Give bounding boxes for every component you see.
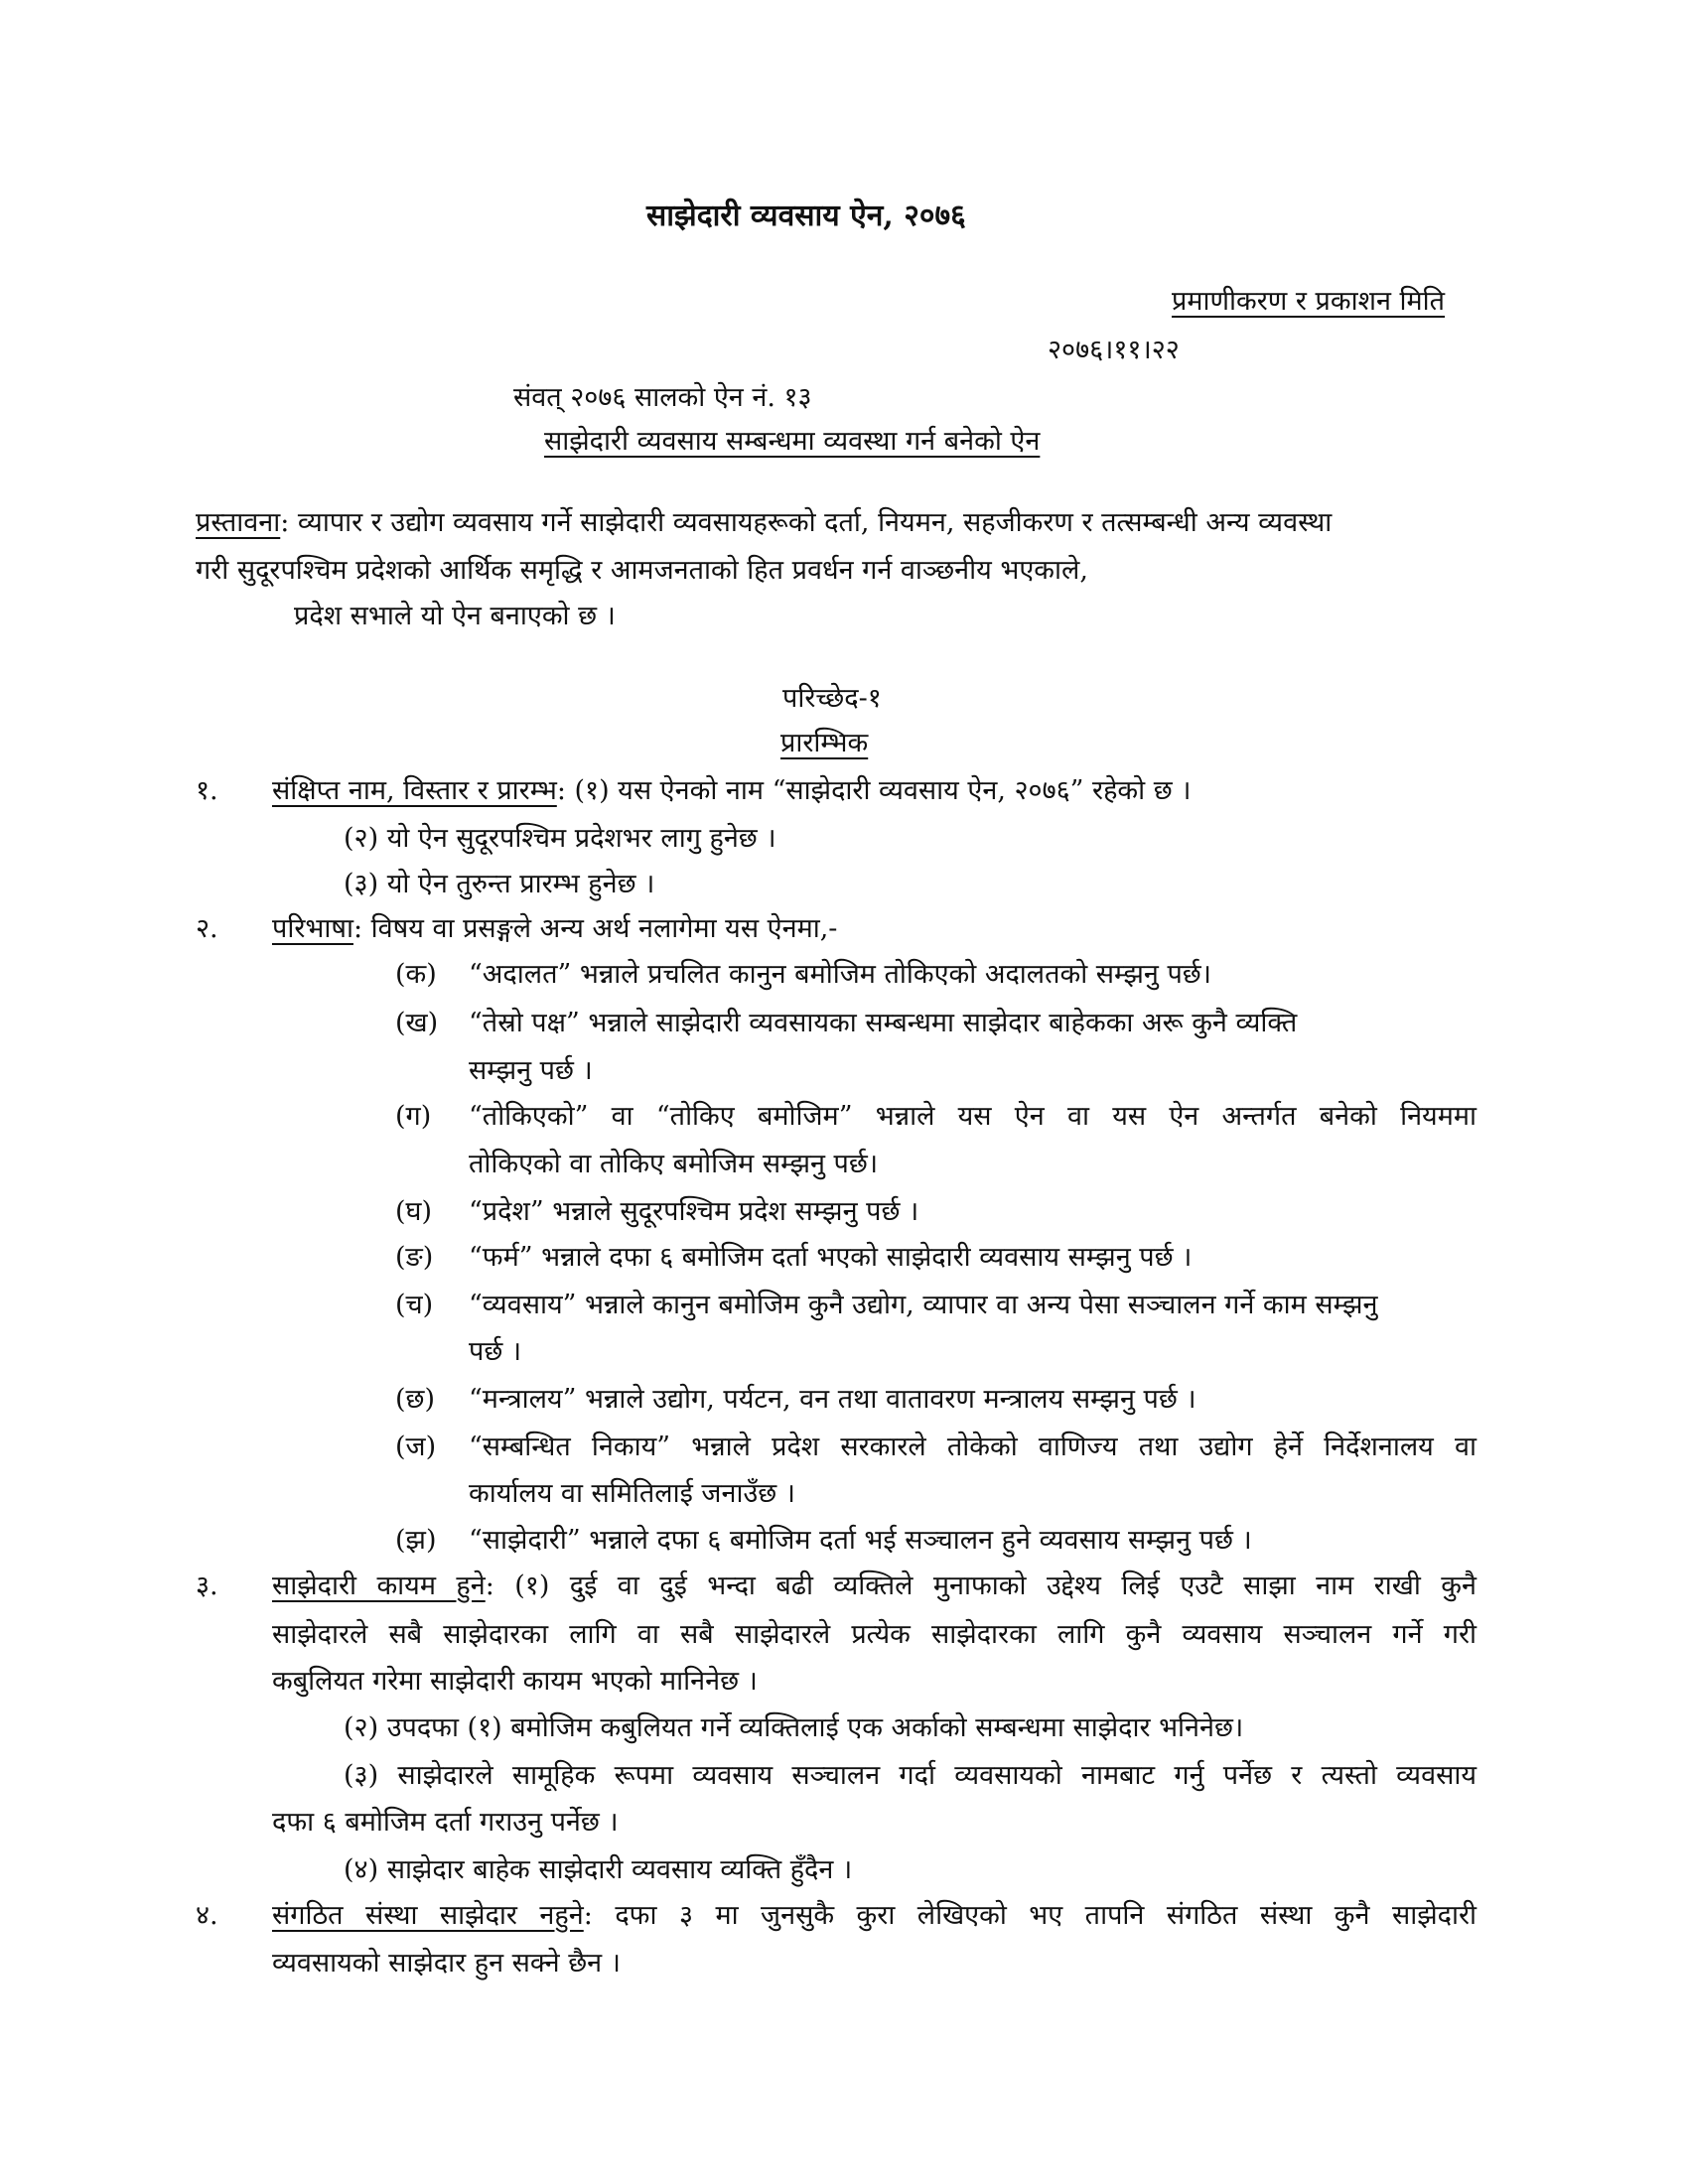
definition-text: “साझेदारी” भन्नाले दफा ६ बमोजिम दर्ता भई सञ्चालन हुने व्यवसाय सम्झनु पर्छ ।	[469, 1525, 1252, 1556]
section-3-sub-3-line-2: दफा ६ बमोजिम दर्ता गराउनु पर्नेछ ।	[272, 1807, 619, 1838]
section-3-heading: साझेदारी कायम हुने	[272, 1570, 486, 1601]
section-4-number: ४.	[196, 1900, 218, 1931]
definition-key: (झ)	[395, 1525, 437, 1556]
definition-key: (च)	[395, 1290, 434, 1320]
section-3-sub-2: (२) उपदफा (१) बमोजिम कबुलियत गर्ने व्यक्तिलाई एक अर्काको सम्बन्धमा साझेदार भनिनेछ।	[344, 1712, 1244, 1743]
definition-text: “व्यवसाय” भन्नाले कानुन बमोजिम कुनै उद्योग, व्यापार वा अन्य पेसा सञ्चालन गर्ने काम सम्झनु	[469, 1290, 1378, 1320]
act-number: संवत् २०७६ सालको ऐन नं. १३	[513, 382, 812, 413]
definition-key: (ग)	[395, 1101, 432, 1132]
chapter-title: प्रारम्भिक	[780, 728, 869, 758]
section-3-line-3: कबुलियत गरेमा साझेदारी कायम भएको मानिनेछ ।	[272, 1666, 758, 1697]
definition-text: कार्यालय वा समितिलाई जनाउँछ ।	[469, 1478, 795, 1509]
definition-text: “फर्म” भन्नाले दफा ६ बमोजिम दर्ता भएको साझेदारी व्यवसाय सम्झनु पर्छ ।	[469, 1242, 1193, 1273]
section-3-sub-4: (४) साझेदार बाहेक साझेदारी व्यवसाय व्यक्ति हुँदैन ।	[344, 1854, 853, 1885]
act-title: साझेदारी व्यवसाय ऐन, २०७६	[646, 199, 966, 233]
definition-text: “मन्त्रालय” भन्नाले उद्योग, पर्यटन, वन तथा वातावरण मन्त्रालय सम्झनु पर्छ ।	[469, 1384, 1196, 1415]
definition-text: “सम्बन्धित निकाय” भन्नाले प्रदेश सरकारले तोकेको वाणिज्य तथा उद्योग हेर्ने निर्देशनालय वा	[469, 1432, 1477, 1462]
definition-key: (ख)	[395, 1008, 439, 1038]
section-3-sub-3-line-1: (३) साझेदारले सामूहिक रूपमा व्यवसाय सञ्चालन गर्दा व्यवसायको नामबाट गर्नु पर्नेछ र त्यस्तो व्यवसाय	[344, 1760, 1477, 1791]
section-4-heading: संगठित संस्था साझेदार नहुने	[272, 1900, 584, 1931]
section-2-number: २.	[196, 913, 218, 944]
section-2-heading: परिभाषा	[272, 913, 353, 944]
authentication-label: प्रमाणीकरण र प्रकाशन मिति	[1172, 286, 1446, 317]
section-1-sub-3: (३) यो ऐन तुरुन्त प्रारम्भ हुनेछ ।	[344, 869, 655, 899]
chapter-number: परिच्छेद-१	[782, 683, 882, 714]
preamble-text: : व्यापार र उद्योग व्यवसाय गर्ने साझेदारी व्यवसायहरूको दर्ता, नियमन, सहजीकरण र तत्सम्बन्धी अन्य व्यवस्था	[280, 507, 1333, 538]
section-1-heading: संक्षिप्त नाम, विस्तार र प्रारम्भ	[272, 775, 557, 806]
section-1-sub-2: (२) यो ऐन सुदूरपश्चिम प्रदेशभर लागु हुनेछ ।	[344, 823, 776, 854]
definition-key: (घ)	[395, 1196, 433, 1227]
section-3-text: : (१) दुई वा दुई भन्दा बढी व्यक्तिले मुनाफाको उद्देश्य लिई एउटै साझा नाम राखी कुनै	[485, 1570, 1477, 1601]
section-1-line	[272, 773, 1191, 809]
section-4-text: : दफा ३ मा जुनसुकै कुरा लेखिएको भए तापनि संगठित संस्था कुनै साझेदारी	[583, 1900, 1477, 1931]
preamble-label: प्रस्तावना	[196, 507, 281, 538]
authentication-date: २०७६।११।२२	[1048, 335, 1180, 365]
definition-text: “तेस्रो पक्ष” भन्नाले साझेदारी व्यवसायका सम्बन्धमा साझेदार बाहेकका अरू कुनै व्यक्ति	[469, 1008, 1298, 1038]
section-3-line-2: साझेदारले सबै साझेदारका लागि वा सबै साझेदारले प्रत्येक साझेदारका लागि कुनै व्यवसाय सञ्चालन गर्ने गरी	[272, 1619, 1477, 1650]
definition-text: “तोकिएको” वा “तोकिए बमोजिम” भन्नाले यस ऐन वा यस ऐन अन्तर्गत बनेको नियममा	[469, 1101, 1477, 1132]
preamble-line-3: प्रदेश सभाले यो ऐन बनाएको छ ।	[294, 601, 616, 631]
section-2-line	[272, 911, 837, 947]
definition-text: पर्छ ।	[469, 1336, 522, 1367]
section-4-line-2: व्यवसायको साझेदार हुन सक्ने छैन ।	[272, 1948, 621, 1979]
preamble-line-2: गरी सुदूरपश्चिम प्रदेशको आर्थिक समृद्धि र आमजनताको हित प्रवर्धन गर्न वाञ्छनीय भएकाले,	[196, 555, 1088, 586]
definition-key: (ज)	[395, 1432, 437, 1462]
definition-key: (क)	[395, 959, 437, 990]
section-3-line-1	[272, 1569, 1477, 1604]
section-1-text: : (१) यस ऐनको नाम “साझेदारी व्यवसाय ऐन, २०७६” रहेको छ ।	[556, 775, 1192, 806]
section-1-number: १.	[196, 775, 218, 806]
definition-text: सम्झनु पर्छ ।	[469, 1055, 593, 1086]
definition-text: तोकिएको वा तोकिए बमोजिम सम्झनु पर्छ।	[469, 1149, 879, 1179]
preamble-line-1	[196, 505, 1332, 541]
definition-key: (ङ)	[395, 1242, 434, 1273]
definition-key: (छ)	[395, 1384, 435, 1415]
act-subtitle: साझेदारी व्यवसाय सम्बन्धमा व्यवस्था गर्न बनेको ऐन	[544, 426, 1041, 457]
definition-text: “प्रदेश” भन्नाले सुदूरपश्चिम प्रदेश सम्झनु पर्छ ।	[469, 1196, 919, 1227]
section-3-number: ३.	[196, 1570, 218, 1601]
definition-text: “अदालत” भन्नाले प्रचलित कानुन बमोजिम तोकिएको अदालतको सम्झनु पर्छ।	[469, 959, 1211, 990]
section-2-text: : विषय वा प्रसङ्गले अन्य अर्थ नलागेमा यस ऐनमा,-	[352, 913, 838, 944]
section-4-line-1	[272, 1898, 1477, 1934]
